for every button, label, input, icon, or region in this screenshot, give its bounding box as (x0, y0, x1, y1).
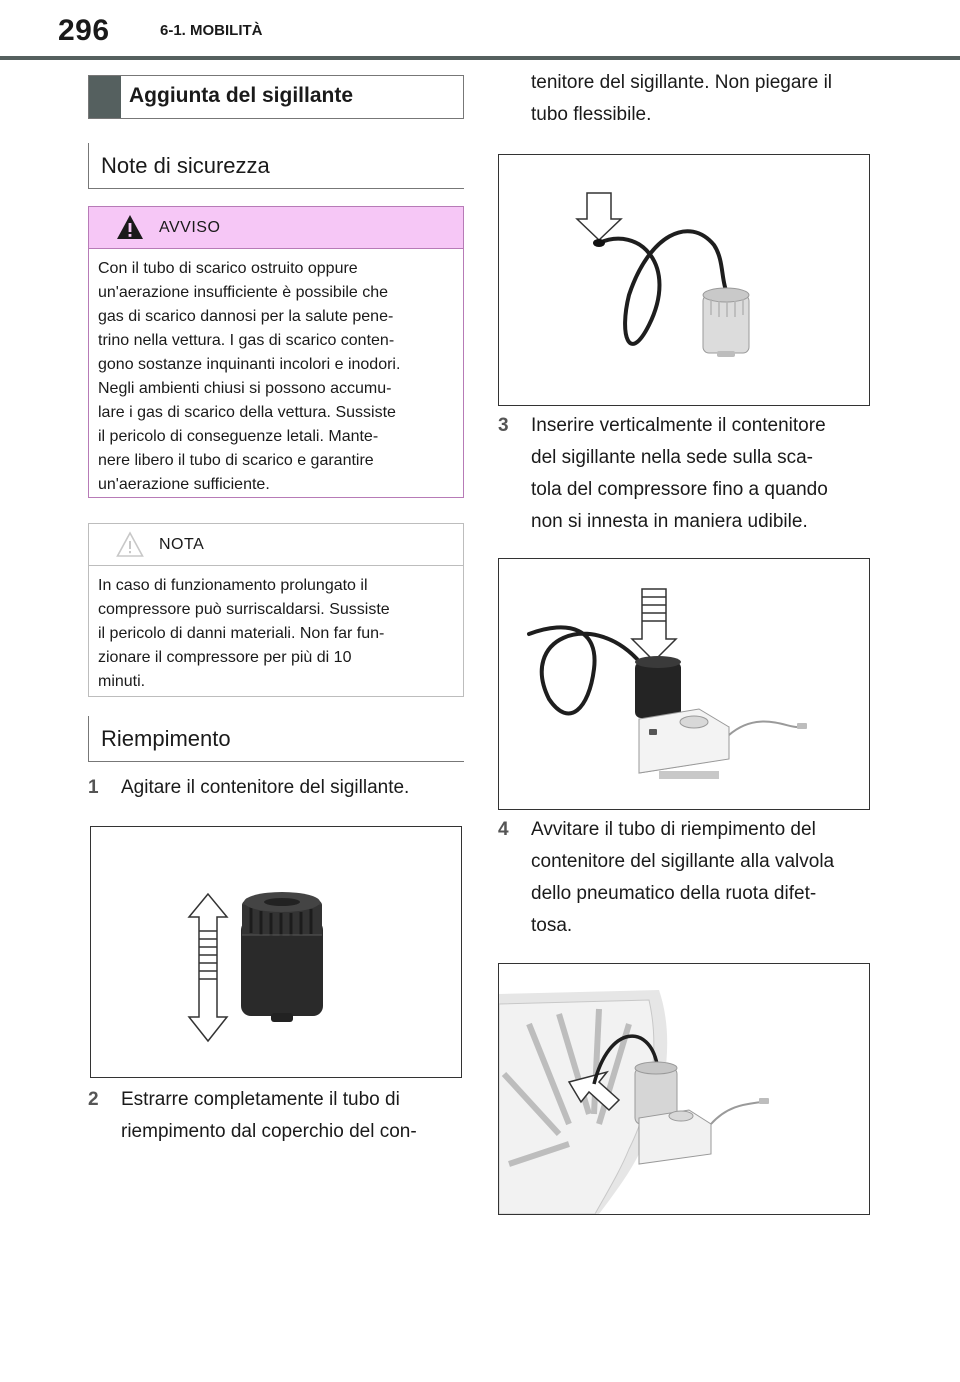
section-title: 6-1. MOBILITÀ (160, 22, 263, 39)
note-line: In caso di funzionamento prolungato il (98, 577, 368, 594)
step-text-line: tola del compressore fino a quando (531, 479, 828, 500)
step-text-line: Estrarre completamente il tubo di (121, 1089, 400, 1110)
note-header (89, 524, 463, 566)
note-label: NOTA (159, 536, 205, 553)
warning-box (88, 206, 464, 498)
note-text (89, 566, 463, 704)
step-text: Agitare il contenitore del sigillante. (121, 777, 410, 798)
step-1 (88, 772, 464, 804)
caution-triangle-icon (115, 530, 145, 558)
warning-line: il pericolo di conseguenze letali. Mante- (98, 428, 379, 445)
warning-line: nere libero il tubo di scarico e garantire (98, 452, 374, 469)
step-number: 1 (88, 777, 99, 798)
warning-triangle-icon (115, 213, 145, 241)
step-4 (498, 814, 870, 942)
step-text-line: contenitore del sigillante alla valvola (531, 851, 835, 872)
fill-heading: Riempimento (101, 726, 231, 751)
step-text-line: del sigillante nella sede sulla sca- (531, 447, 813, 468)
figure-connect-valve (498, 963, 870, 1215)
topic-title-box (88, 75, 464, 119)
safety-heading-box (88, 143, 464, 189)
step-text-line: non si innesta in maniera udibile. (531, 511, 808, 532)
fill-heading-box (88, 716, 464, 762)
warning-text (89, 249, 463, 507)
warning-line: Con il tubo di scarico ostruito oppure (98, 260, 358, 277)
step-number: 3 (498, 415, 509, 436)
step-text-line: Avvitare il tubo di riempimento del (531, 819, 816, 840)
step-text-line: Inserire verticalmente il contenitore (531, 415, 826, 436)
step-text-line: tosa. (531, 915, 573, 936)
step-2-part-b (498, 67, 870, 131)
warning-line: un'aerazione insufficiente è possibile che (98, 284, 389, 301)
step-text-line: tenitore del sigillante. Non piegare il (531, 72, 833, 93)
step-3 (498, 410, 870, 538)
warning-line: lare i gas di scarico della vettura. Sussiste (98, 404, 396, 421)
note-line: il pericolo di danni materiali. Non far fun- (98, 625, 385, 642)
step-text-line: riempimento dal coperchio del con- (121, 1121, 417, 1142)
page-header (0, 0, 960, 62)
sealant-container-shake-illustration (91, 827, 461, 1077)
title-tab (89, 76, 121, 118)
note-line: zionare il compressore per più di 10 (98, 649, 352, 666)
hose-extraction-illustration (499, 155, 869, 405)
figure-insert-container (498, 558, 870, 810)
header-rule (0, 56, 960, 60)
safety-heading: Note di sicurezza (101, 153, 270, 178)
note-line: compressore può surriscaldarsi. Sussiste (98, 601, 390, 618)
warning-line: un'aerazione sufficiente. (98, 476, 270, 493)
step-number: 4 (498, 819, 509, 840)
figure-shake-container (90, 826, 462, 1078)
warning-line: Negli ambienti chiusi si possono accumu- (98, 380, 392, 397)
step-text-line: tubo flessibile. (531, 104, 652, 125)
container-compressor-insert-illustration (499, 559, 869, 809)
step-number: 2 (88, 1089, 99, 1110)
page-number: 296 (58, 14, 110, 47)
warning-header (89, 207, 463, 249)
warning-line: gono sostanze inquinanti incolori e inodori. (98, 356, 401, 373)
warning-line: gas di scarico dannosi per la salute pene- (98, 308, 394, 325)
step-text-line: dello pneumatico della ruota difet- (531, 883, 817, 904)
figure-extract-hose (498, 154, 870, 406)
tyre-valve-connection-illustration (499, 964, 869, 1214)
step-2-part-a (88, 1084, 464, 1148)
warning-line: trino nella vettura. I gas di scarico conten- (98, 332, 395, 349)
note-box (88, 523, 464, 697)
topic-title: Aggiunta del sigillante (129, 84, 354, 107)
warning-label: AVVISO (159, 219, 221, 236)
note-line: minuti. (98, 673, 146, 690)
